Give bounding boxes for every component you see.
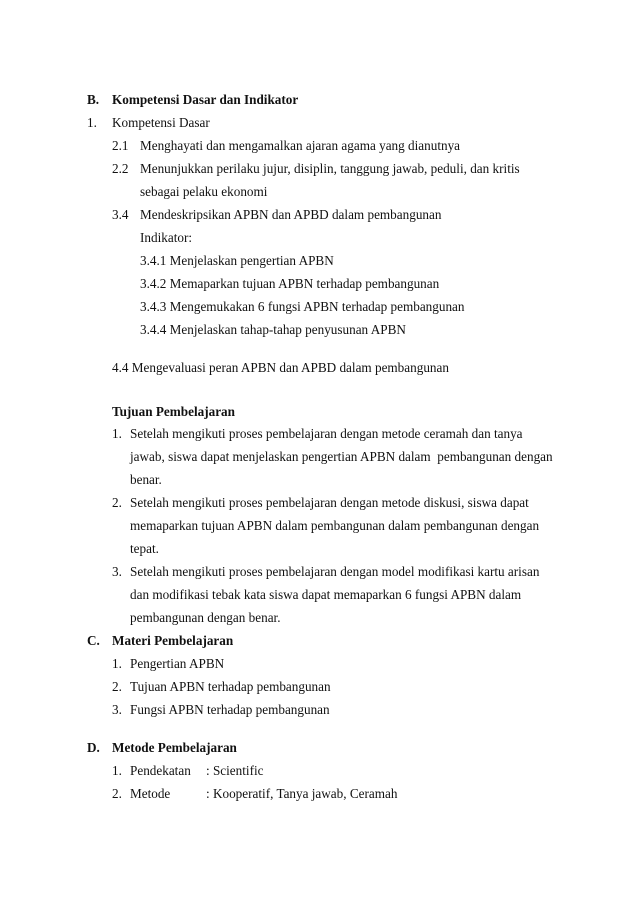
tujuan-item-line: Setelah mengikuti proses pembelajaran dengan model modifikasi kartu arisan [130, 564, 540, 579]
tujuan-item-line: pembangunan dengan benar. [130, 610, 281, 625]
metode-item-label: Pendekatan [130, 763, 191, 778]
kd-number: 1. [87, 115, 97, 130]
section-d-letter: D. [87, 740, 100, 755]
tujuan-item-line: Setelah mengikuti proses pembelajaran dengan metode diskusi, siswa dapat [130, 495, 529, 510]
kd-title: Kompetensi Dasar [112, 115, 210, 130]
section-b-title: Kompetensi Dasar dan Indikator [112, 92, 299, 107]
kd-4-4: 4.4 Mengevaluasi peran APBN dan APBD dalam pembangunan [112, 360, 449, 375]
tujuan-item-line: dan modifikasi tebak kata siswa dapat memaparkan 6 fungsi APBN dalam [130, 587, 522, 602]
tujuan-item-line: tepat. [130, 541, 159, 556]
kd-item-number: 2.2 [112, 161, 129, 176]
indikator-item: 3.4.3 Mengemukakan 6 fungsi APBN terhadap pembangunan [140, 299, 465, 314]
tujuan-item-number: 1. [112, 426, 122, 441]
kd-item-text: Menghayati dan mengamalkan ajaran agama yang dianutnya [140, 138, 461, 153]
metode-item-number: 2. [112, 786, 122, 801]
section-b-letter: B. [87, 92, 100, 107]
metode-item-label: Metode [130, 786, 171, 801]
indikator-item: 3.4.4 Menjelaskan tahap-tahap penyusunan APBN [140, 322, 406, 337]
materi-item-text: Pengertian APBN [130, 656, 225, 671]
tujuan-item-number: 3. [112, 564, 122, 579]
kd-item-number: 3.4 [112, 207, 129, 222]
tujuan-item-number: 2. [112, 495, 122, 510]
materi-item-number: 3. [112, 702, 122, 717]
materi-item-number: 1. [112, 656, 122, 671]
section-d-title: Metode Pembelajaran [112, 740, 237, 755]
indikator-item: 3.4.1 Menjelaskan pengertian APBN [140, 253, 334, 268]
kd-item-text: Mendeskripsikan APBN dan APBD dalam pembangunan [140, 207, 442, 222]
metode-item-number: 1. [112, 763, 122, 778]
materi-item-number: 2. [112, 679, 122, 694]
kd-item-text-continued: sebagai pelaku ekonomi [140, 184, 268, 199]
metode-item-value: : Kooperatif, Tanya jawab, Ceramah [206, 786, 398, 801]
tujuan-item-line: Setelah mengikuti proses pembelajaran dengan metode ceramah dan tanya [130, 426, 523, 441]
indikator-label: Indikator: [140, 230, 193, 245]
kd-item-text: Menunjukkan perilaku jujur, disiplin, tanggung jawab, peduli, dan kritis [140, 161, 520, 176]
section-c-title: Materi Pembelajaran [112, 633, 234, 648]
tujuan-title: Tujuan Pembelajaran [112, 404, 235, 419]
materi-item-text: Fungsi APBN terhadap pembangunan [130, 702, 330, 717]
section-c-letter: C. [87, 633, 100, 648]
materi-item-text: Tujuan APBN terhadap pembangunan [130, 679, 331, 694]
kd-item-number: 2.1 [112, 138, 129, 153]
tujuan-item-line: memaparkan tujuan APBN dalam pembangunan dalam pembangunan dengan [130, 518, 540, 533]
metode-item-value: : Scientific [206, 763, 264, 778]
tujuan-item-line: benar. [130, 472, 162, 487]
tujuan-item-line: jawab, siswa dapat menjelaskan pengertian APBN dalam pembangunan dengan [130, 449, 553, 464]
indikator-item: 3.4.2 Memaparkan tujuan APBN terhadap pembangunan [140, 276, 440, 291]
